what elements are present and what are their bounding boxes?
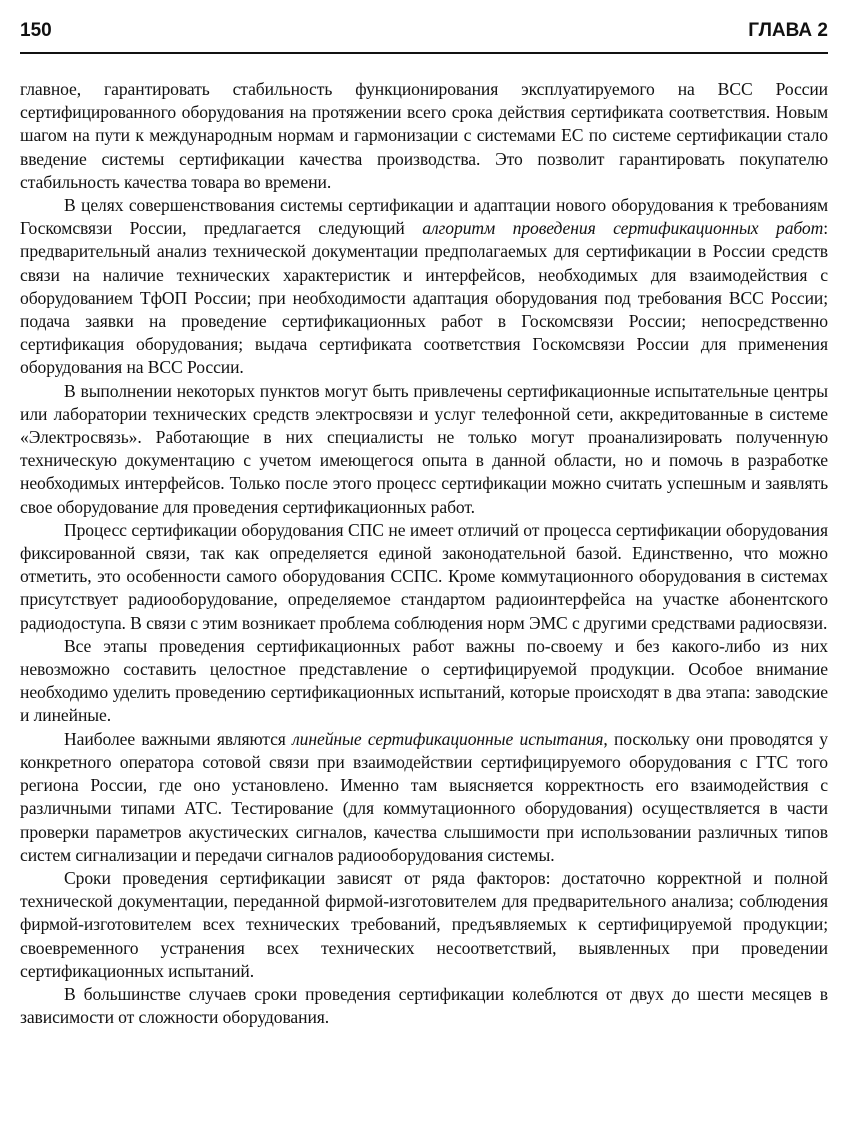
body-text [20, 78, 828, 1029]
page-number: 150 [20, 20, 52, 41]
paragraph-2-lead: В целях совершенствования системы сертификации и адаптации нового оборудования к требованиям Госкомсвязи России, предлагается следующий [20, 195, 828, 239]
paragraph-2 [20, 194, 828, 380]
paragraph-6-lead: Наиболее важными являются [64, 728, 293, 749]
page-header [20, 18, 828, 54]
paragraph-6-emphasis: линейные сертификационные испытания [292, 728, 604, 749]
paragraph-8: В большинстве случаев сроки проведения сертификации колеблются от двух до шести месяцев в зависимости от сложности оборудования. [20, 983, 828, 1028]
paragraph-3: В выполнении некоторых пунктов могут быть привлечены сертификационные испытательные центры или лаборатории технических средств электросвязи и услуг телефонной сети, аккредитованные в системе «Электросвязь». Работающие в них специалисты не только могут проанализировать полученную техническую документацию с учетом имеющегося опыта в данной области, но и помочь в разработке необходимых интерфейсов. Только после этого процесс сертификации можно считать успешным и заявлять свое оборудование для проведения сертификационных работ. [20, 380, 828, 517]
chapter-title: ГЛАВА 2 [748, 20, 828, 41]
paragraph-1: главное, гарантировать стабильность функционирования эксплуатируемого на ВСС России сертифицированного оборудования на протяжении всего срока действия сертификата соответствия. Новым шагом на пути к международным нормам и гармонизации с системами ЕС по системе сертификации стало введение системы сертификации качества производства. Это позволит гарантировать покупателю стабильность качества товара во времени. [20, 79, 828, 192]
paragraph-2-emphasis: алгоритм проведения сертификационных работ [422, 218, 824, 239]
paragraph-4: Процесс сертификации оборудования СПС не имеет отличий от процесса сертификации оборудования фиксированной связи, так как определяется единой законодательной базой. Единственно, что можно отметить, это особенности самого оборудования ССПС. Кроме коммутационного оборудования в системах присутствует радиооборудование, определяемое стандартом радиоинтерфейса на участке абонентского радиодоступа. В связи с этим возникает проблема соблюдения норм ЭМС с другими средствами радиосвязи. [20, 519, 828, 633]
paragraph-6-rest: , поскольку они проводятся у конкретного оператора сотовой связи при взаимодействии сертифицируемого оборудования с ГТС того региона России, где оно установлено. Именно там выясняется корректность его взаимодействия с различными типами АТС. Тестирование (для коммутационного оборудования) осуществляется в части проверки параметров акустических сигналов, качества слышимости при использовании различных типов систем сигнализации и передачи сигналов радиооборудования системы. [20, 728, 828, 865]
paragraph-7: Сроки проведения сертификации зависят от ряда факторов: достаточно корректной и полной технической документации, переданной фирмой-изготовителем для предварительного анализа; соблюдения фирмой-изготовителем всех технических требований, предъявляемых к сертифицируемой продукции; своевременного устранения всех технических несоответствий, выявленных при проведении сертификационных испытаний. [20, 867, 828, 981]
paragraph-6 [20, 728, 828, 867]
paragraph-5: Все этапы проведения сертификационных работ важны по-своему и без какого-либо из них невозможно составить целостное представление о сертифицируемой продукции. Особое внимание необходимо уделить проведению сертификационных испытаний, которые происходят в два этапа: заводские и линейные. [20, 635, 828, 726]
paragraph-2-rest: : предварительный анализ технической документации предполагаемых для сертификации в России средств связи на наличие технических характеристик и интерфейсов, необходимых для взаимодействия с оборудованием ТфОП России; при необходимости адаптация оборудования под требования ВСС России; подача заявки на проведение сертификационных работ в Госкомсвязи России; непосредственно сертификация оборудования; выдача сертификата соответствия Госкомсвязи России для применения оборудования на ВСС России. [20, 218, 829, 378]
